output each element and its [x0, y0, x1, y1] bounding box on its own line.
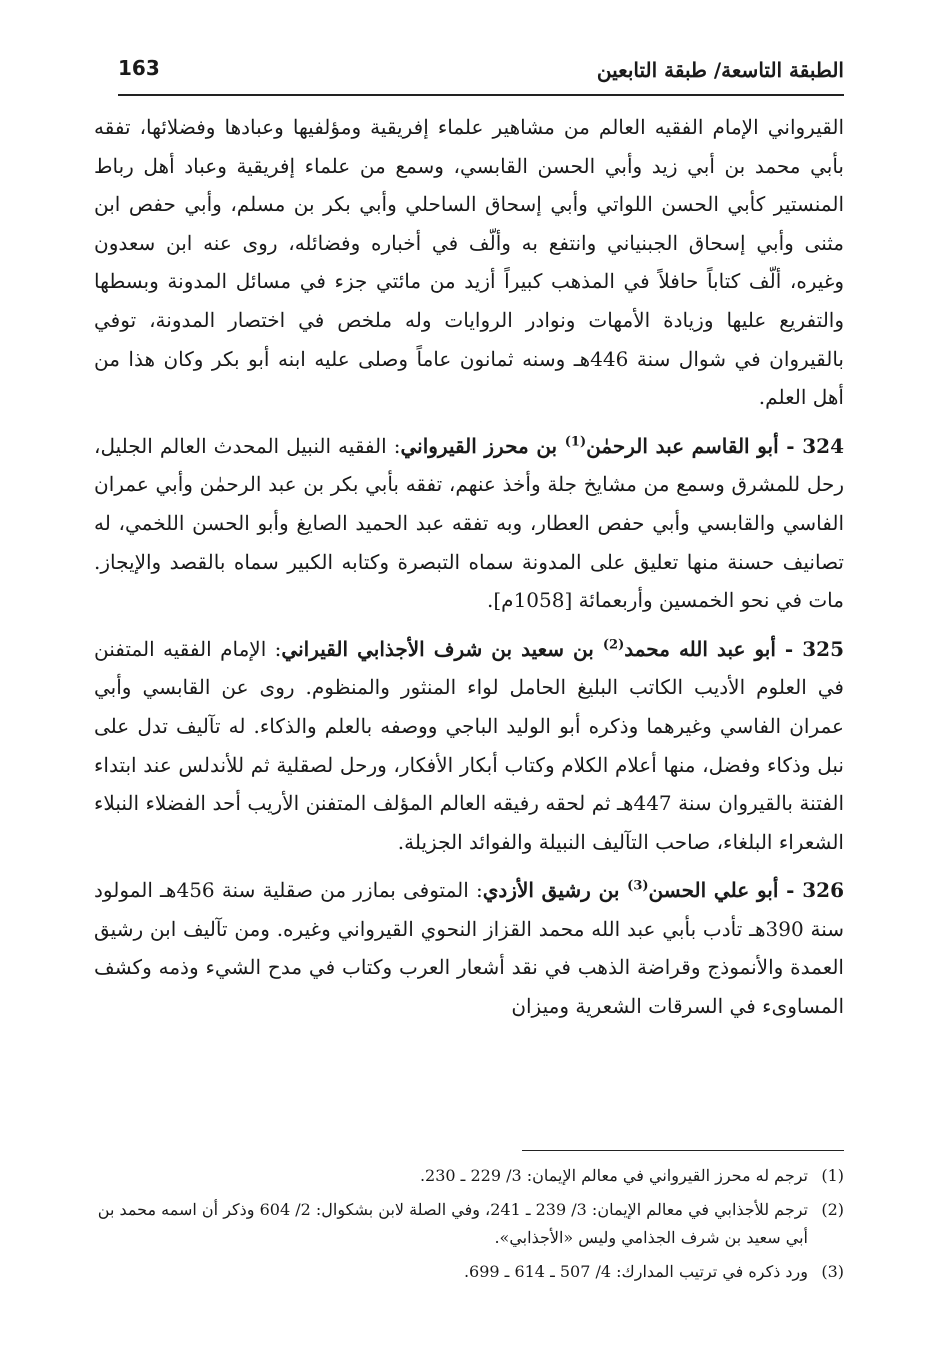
footnote-ref-2: (2): [602, 637, 625, 653]
footnote-number: (1): [821, 1166, 844, 1185]
entry-325-head-b: بن سعيد بن شرف الأجذابي القيراني: [281, 636, 603, 661]
header-divider: [118, 94, 844, 96]
footnote-2: [94, 1196, 844, 1252]
entry-326-head-a: 326 - أبو علي الحسن: [648, 878, 845, 903]
entry-324-head: [400, 434, 844, 458]
entry-326: [94, 871, 844, 1025]
entry-325-text: : الإمام الفقيه المتفنن في العلوم الأديب الكاتب البليغ الحامل لواء المنثور والمنظوم. روى عن القابسي وأبي عمران الفاسي وغيرهما وذكره أبو الوليد الباجي ووصفه بالعلم والذكاء. له تآليف تدل على نبل وذكاء وفضل، منها أعلام الكلام وكتاب أبكار الأفكار، ورحل لصقلية ثم للأندلس عند ابتداء الفتنة بالقيروان سنة 447هـ ثم لحقه رفيقه العالم المؤلف المتفنن الأريب أحد الفضلاء النبلاء الشعراء البلغاء، صاحب التآليف النبيلة والفوائد الجزيلة.: [94, 636, 844, 854]
entry-325-head-a: 325 - أبو عبد الله محمد: [624, 636, 845, 661]
footnote-ref-3: (3): [627, 878, 649, 894]
footnotes: [94, 1162, 844, 1292]
footnote-ref-1: (1): [564, 434, 587, 450]
entry-326-head: [483, 878, 844, 902]
entry-326-text: : المتوفى بمازر من صقلية سنة 456هـ المولود سنة 390هـ تأدب بأبي عبد الله محمد القزاز النحوي القيرواني وغيره. ومن تآليف ابن رشيق العمدة والأنموذج وقراضة الذهب في نقد أشعار العرب وكتاب في مدح الشيء وذمه وكشف المساوىء في السرقات الشعرية وميزان: [94, 878, 845, 1019]
entry-325: [94, 630, 844, 862]
entry-324-text: : الفقيه النبيل المحدث العالم الجليل، رحل للمشرق وسمع من مشايخ جلة وأخذ عنهم، تفقه بأبي بكر بن عبد الرحمٰن وأبي عمران الفاسي والقابسي وأبي حفص العطار، وبه تفقه عبد الحميد الصايغ وأبو الحسن اللخمي، له تصانيف حسنة منها تعليق على المدونة سماه التبصرة وكتابه الكبير سماه بالقصد والإيجاز. مات في نحو الخمسين وأربعمائة [1058م].: [94, 433, 844, 613]
footnote-text: ورد ذكره في ترتيب المدارك: 4/ 507 ـ 614 ـ 699.: [463, 1262, 808, 1281]
footnote-1: [94, 1162, 844, 1190]
entry-324-head-b: بن محرز القيرواني: [400, 433, 565, 458]
footnote-number: (2): [821, 1200, 844, 1219]
intro-paragraph: القيرواني الإمام الفقيه العالم من مشاهير علماء إفريقية ومؤلفيها وعبادها وفضلائها، تفقه بأبي محمد بن أبي زيد وأبي الحسن القابسي، وسمع من علماء إفريقية وعباد أهل رباط المنستير كأبي الحسن اللواتي وأبي إسحاق الساحلي وأبي بكر بن مسلم، وأبي حفص ابن مثنى وأبي إسحاق الجبنياني وانتفع به وألّف في أخباره وفضائله، روى عنه ابن سعدون وغيره، ألّف كتاباً حافلاً في المذهب كبيراً أزيد من مائتي جزء في مسائل المدونة وبسطها والتفريع عليها وزيادة الأمهات ونوادر الروايات وله ملخص في اختصار المدونة، توفي بالقيروان في شوال سنة 446هـ وسنه ثمانون عاماً وصلى عليه ابنه أبو بكر وكان هذا من أهل العلم.: [94, 115, 844, 410]
footnote-number: (3): [821, 1262, 844, 1281]
footnote-3: [94, 1258, 844, 1286]
running-header: [118, 52, 844, 92]
entry-325-head: [281, 637, 844, 661]
page-number: 163: [118, 56, 160, 80]
entry-324: [94, 427, 844, 620]
entry-326-head-b: بن رشيق الأزدي: [482, 878, 628, 903]
footnote-divider: [522, 1150, 844, 1151]
footnote-text: ترجم له محرز القيرواني في معالم الإيمان: 3/ 229 ـ 230.: [419, 1166, 808, 1185]
running-title: الطبقة التاسعة/ طبقة التابعين: [596, 58, 844, 82]
entry-324-head-a: 324 - أبو القاسم عبد الرحمٰن: [586, 433, 844, 458]
main-text: [94, 108, 844, 1026]
footnote-text: ترجم للأجذابي في معالم الإيمان: 3/ 239 ـ 241، وفي الصلة لابن بشكوال: 2/ 604 وذكر أن اسمه محمد بن أبي سعيد بن شرف الجذامي وليس «الأجذابي».: [97, 1200, 808, 1247]
